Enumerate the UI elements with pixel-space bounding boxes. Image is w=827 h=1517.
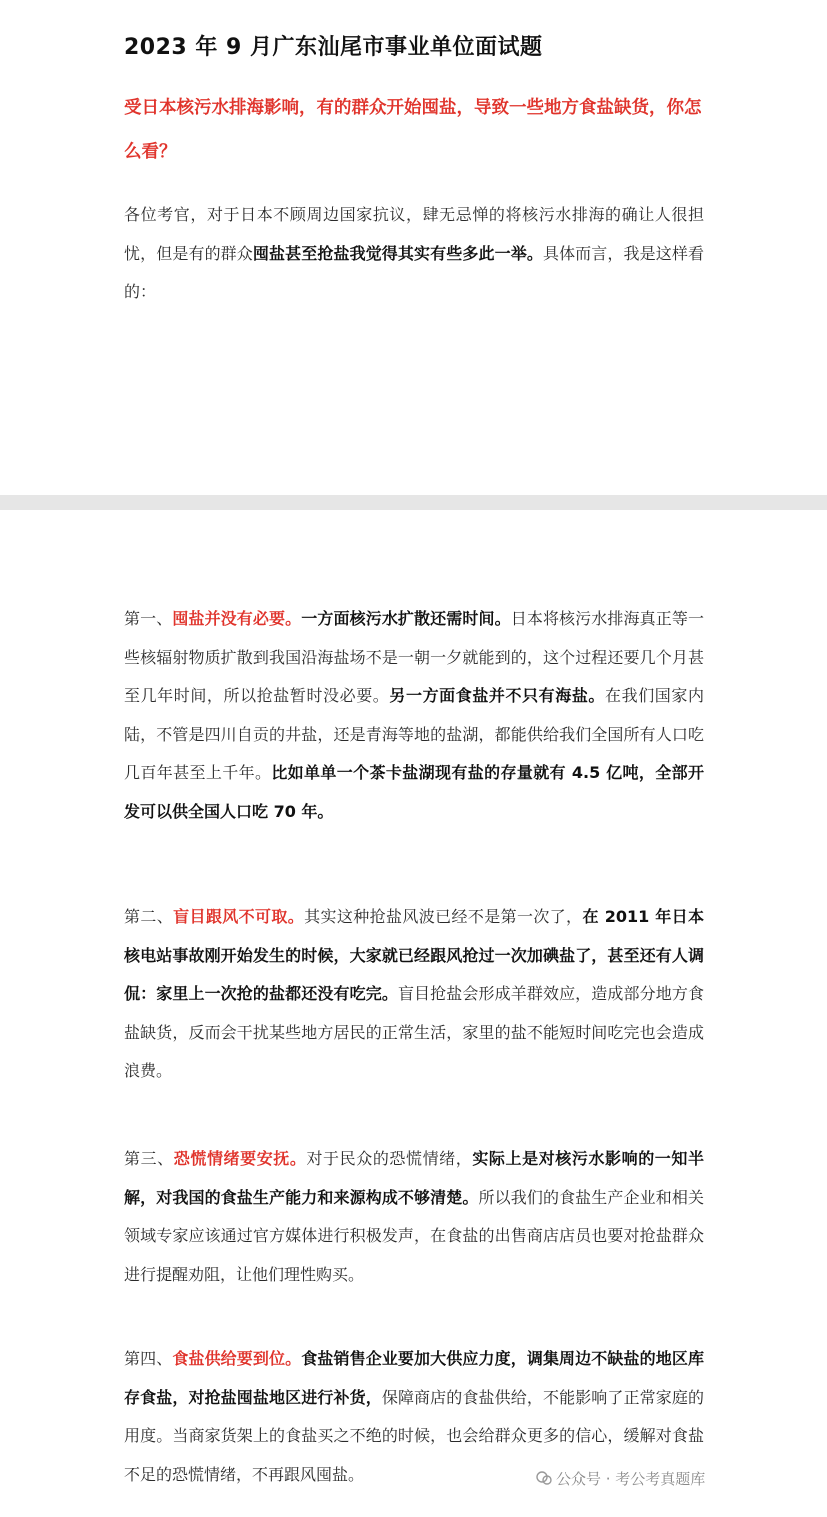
p4-lead: 第四、 [124, 1349, 173, 1368]
intro-text-1: 各位考官，对于日本不顾周边国家抗议，肆无忌惮的将核污水排海的确让人很担忧，但是有的群众 [124, 205, 704, 263]
p1-bold-2: 另一方面食盐并不只有海盐。 [389, 686, 606, 705]
paragraph-2 [124, 898, 704, 1091]
document-page-1 [0, 0, 827, 495]
p4-text-1: 保障商店的食盐供给，不能影响了正常家庭的用度。当商家货架上的食盐买之不绝的时候，也会给群众更多的信心，缓解对食盐不足的恐慌情绪，不再跟风囤盐。 [124, 1387, 704, 1484]
paragraph-3 [124, 1140, 704, 1294]
p2-heading: 盲目跟风不可取。 [173, 907, 305, 926]
p1-bold-3: 比如单单一个茶卡盐湖现有盐的存量就有 4.5 亿吨，全部开发可以供全国人口吃 70 年。 [124, 763, 704, 821]
p1-bold-1: 一方面核污水扩散还需时间。 [301, 609, 511, 628]
p2-bold-1: 在 2011 年日本核电站事故刚开始发生的时候，大家就已经跟风抢过一次加碘盐了，甚至还有人调侃：家里上一次抢的盐都还没有吃完。 [124, 907, 704, 1003]
p3-lead: 第三、 [124, 1149, 174, 1168]
p2-lead: 第二、 [124, 907, 174, 926]
document-title: 2023 年 9 月广东汕尾市事业单位面试题 [124, 35, 543, 60]
wechat-icon [536, 1470, 552, 1486]
watermark-text: 公众号 · 考公考真题库 [556, 1470, 706, 1488]
intro-text-2: 具体而言，我是这样看的： [124, 243, 704, 301]
p1-lead: 第一、 [124, 609, 173, 628]
p3-text-2: 所以我们的食盐生产企业和相关领域专家应该通过官方媒体进行积极发声，在食盐的出售商店店员也要对抢盐群众进行提醒劝阻，让他们理性购买。 [124, 1187, 704, 1284]
p2-text-1: 其实这种抢盐风波已经不是第一次了， [304, 907, 583, 926]
p4-heading: 食盐供给要到位。 [172, 1349, 302, 1368]
intro-paragraph [124, 196, 704, 312]
paragraph-1 [124, 600, 704, 831]
intro-bold-1: 囤盐甚至抢盐我觉得其实有些多此一举。 [252, 243, 543, 263]
question-text: 受日本核污水排海影响，有的群众开始囤盐，导致一些地方食盐缺货，你怎么看？ [124, 98, 702, 162]
p3-bold-1: 实际上是对核污水影响的一知半解，对我国的食盐生产能力和来源构成不够清楚。 [124, 1149, 704, 1207]
p3-heading: 恐慌情绪要安抚。 [173, 1149, 307, 1168]
p3-text-1: 对于民众的恐慌情绪， [306, 1149, 473, 1168]
p1-heading: 囤盐并没有必要。 [172, 609, 302, 628]
p1-text-2: 在我们国家内陆，不管是四川自贡的井盐，还是青海等地的盐湖，都能供给我们全国所有人口吃几百年甚至上千年。 [124, 686, 704, 782]
p1-text-1: 日本将核污水排海真正等一些核辐射物质扩散到我国沿海盐场不是一朝一夕就能到的，这个过程还要几个月甚至几年时间，所以抢盐暂时没必要。 [124, 609, 704, 705]
watermark [536, 1468, 705, 1489]
p2-text-2: 盲目抢盐会形成羊群效应，造成部分地方食盐缺货，反而会干扰某些地方居民的正常生活，家里的盐不能短时间吃完也会造成浪费。 [124, 984, 704, 1080]
p4-bold-1: 食盐销售企业要加大供应力度，调集周边不缺盐的地区库存食盐，对抢盐囤盐地区进行补货， [124, 1349, 704, 1407]
